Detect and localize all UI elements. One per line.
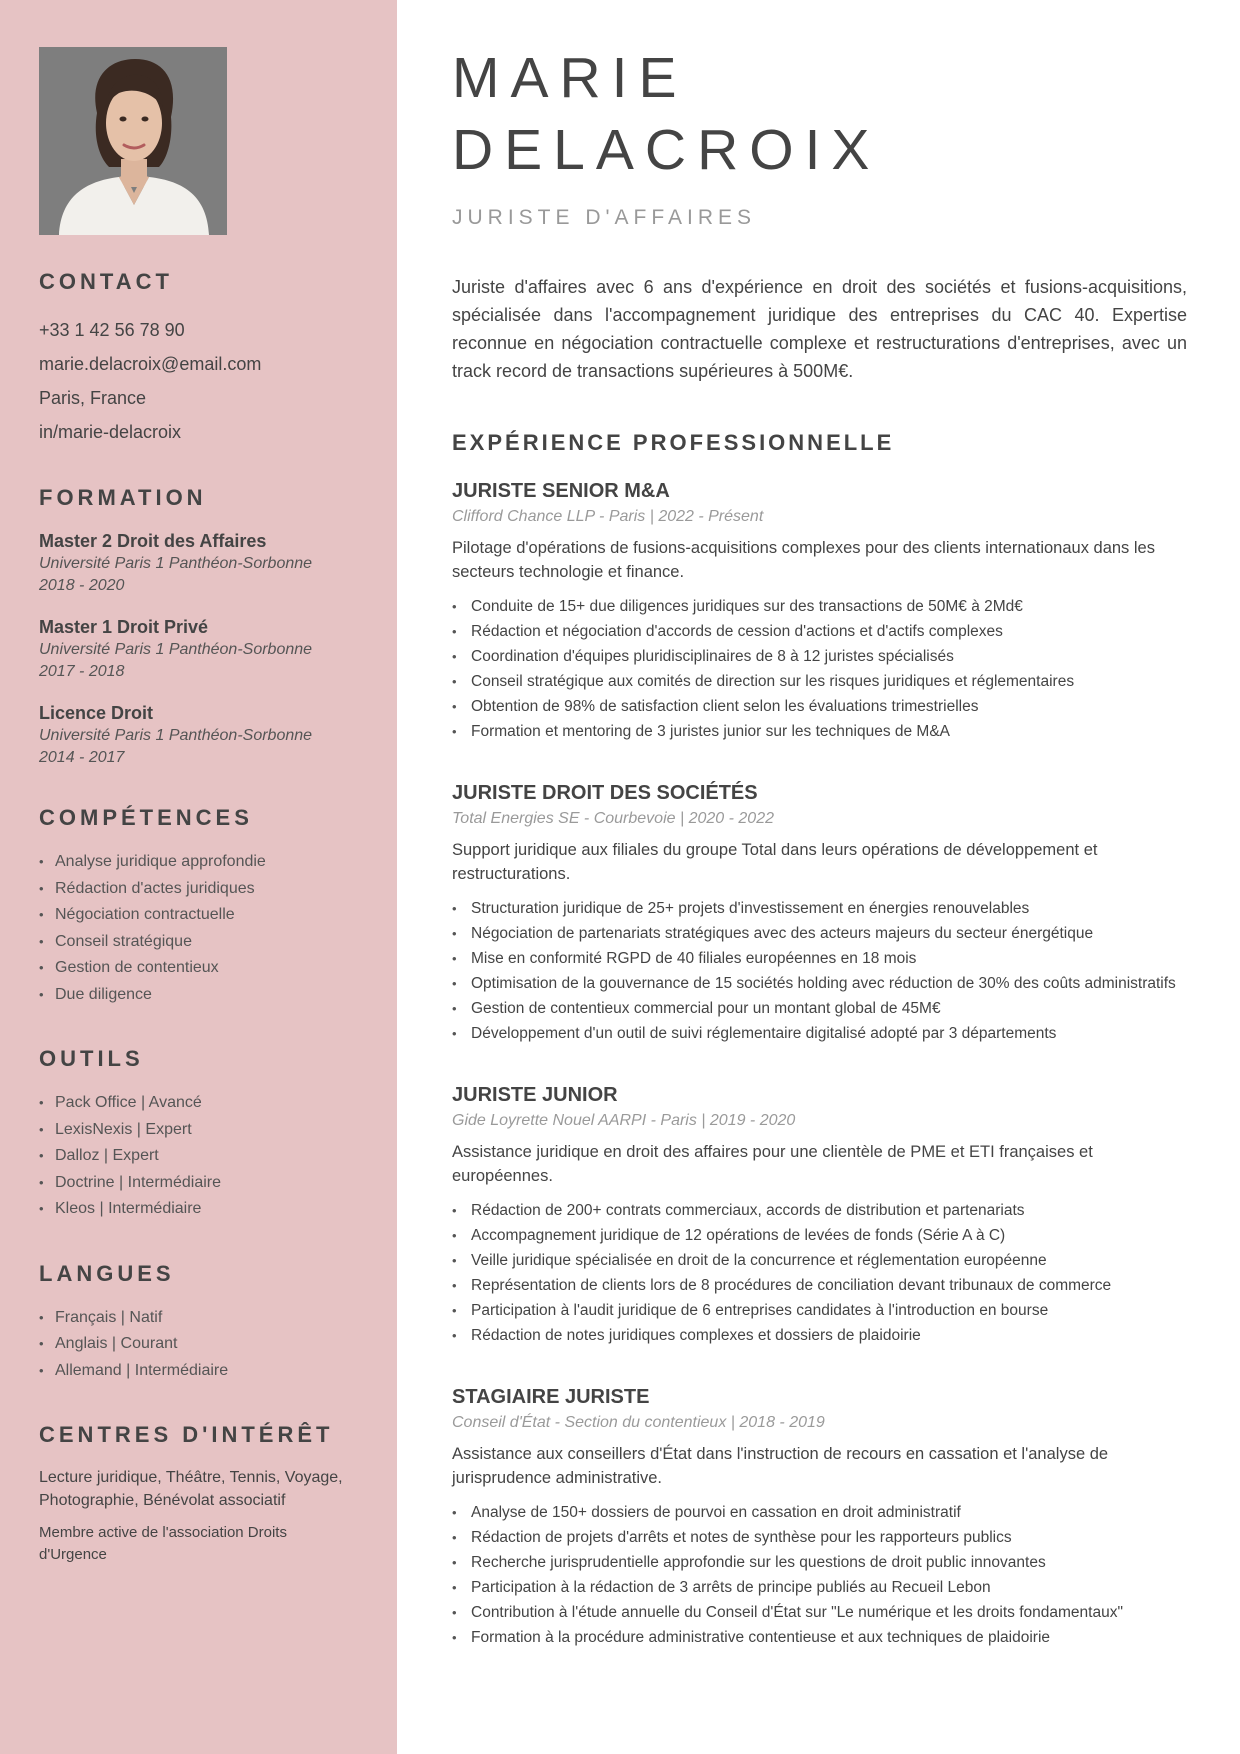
job-title: JURISTE DROIT DES SOCIÉTÉS — [452, 782, 758, 804]
sidebar — [0, 0, 397, 1754]
tools-list — [39, 1090, 358, 1223]
portrait-illustration — [39, 47, 227, 235]
achievement-item: • Rédaction de 200+ contrats commerciaux, accords de distribution et partenariats — [452, 1198, 1187, 1223]
job-company-dates: Gide Loyrette Nouel AARPI - Paris | 2019 - 2020 — [452, 1112, 796, 1129]
linkedin-link[interactable]: in/marie-delacroix — [39, 422, 182, 442]
education-heading: FORMATION — [39, 485, 207, 510]
job-entry — [452, 478, 1187, 744]
job-entry — [452, 780, 1187, 1046]
contact-heading: CONTACT — [39, 269, 173, 294]
achievement-item: • Rédaction de notes juridiques complexes et dossiers de plaidoirie — [452, 1323, 1187, 1348]
contact-section — [39, 269, 358, 449]
tools-section — [39, 1046, 358, 1223]
skill-item: • Conseil stratégique — [39, 929, 358, 956]
tool-item: • Kleos | Intermédiaire — [39, 1196, 358, 1223]
job-subtitle: JURISTE D'AFFAIRES — [452, 206, 757, 229]
achievement-item: • Conduite de 15+ due diligences juridiques sur des transactions de 50M€ à 2Md€ — [452, 594, 1187, 619]
job-company-dates: Clifford Chance LLP - Paris | 2022 - Présent — [452, 508, 764, 525]
achievement-item: • Gestion de contentieux commercial pour un montant global de 45M€ — [452, 996, 1187, 1021]
language-item: • Anglais | Courant — [39, 1331, 358, 1358]
phone-number[interactable]: +33 1 42 56 78 90 — [39, 320, 185, 340]
job-title: JURISTE SENIOR M&A — [452, 480, 670, 502]
tool-item: • LexisNexis | Expert — [39, 1117, 358, 1144]
skill-item: • Rédaction d'actes juridiques — [39, 876, 358, 903]
achievement-item: • Négociation de partenariats stratégiques avec des acteurs majeurs du secteur énergétique — [452, 921, 1187, 946]
profile-summary: Juriste d'affaires avec 6 ans d'expérience en droit des sociétés et fusions-acquisitions, spécialisée dans l'accompagnement juridique des entreprises du CAC 40. Expertise reconnue en négociation contractuelle complexe et restructurations d'entreprises, avec un track record de transactions supérieures à 500M€. — [452, 277, 1187, 381]
achievement-item: • Mise en conformité RGPD de 40 filiales européennes en 18 mois — [452, 946, 1187, 971]
degree-title: Master 2 Droit des Affaires — [39, 531, 267, 551]
tool-item: • Pack Office | Avancé — [39, 1090, 358, 1117]
job-entry — [452, 1384, 1187, 1650]
languages-section — [39, 1261, 358, 1385]
interests-text: Lecture juridique, Théâtre, Tennis, Voyage, Photographie, Bénévolat associatif — [39, 1469, 343, 1509]
achievement-item: • Participation à l'audit juridique de 6 entreprises candidates à l'introduction en bourse — [452, 1298, 1187, 1323]
achievement-item: • Participation à la rédaction de 3 arrêts de principe publiés au Recueil Lebon — [452, 1575, 1187, 1600]
achievement-item: • Développement d'un outil de suivi réglementaire digitalisé adopté par 3 départements — [452, 1021, 1187, 1046]
education-item — [39, 529, 358, 597]
achievement-item: • Formation et mentoring de 3 juristes junior sur les techniques de M&A — [452, 719, 1187, 744]
experience-heading: EXPÉRIENCE PROFESSIONNELLE — [452, 430, 895, 455]
skills-heading: COMPÉTENCES — [39, 805, 253, 830]
language-item: • Allemand | Intermédiaire — [39, 1358, 358, 1385]
education-section — [39, 485, 358, 769]
achievement-item: • Coordination d'équipes pluridisciplinaires de 8 à 12 juristes spécialisés — [452, 644, 1187, 669]
school-name: Université Paris 1 Panthéon-Sorbonne — [39, 641, 313, 658]
achievement-item: • Optimisation de la gouvernance de 15 sociétés holding avec réduction de 30% des coûts administratifs — [452, 971, 1187, 996]
languages-heading: LANGUES — [39, 1260, 175, 1286]
job-company-dates: Conseil d'État - Section du contentieux | 2018 - 2019 — [452, 1414, 825, 1431]
skill-item: • Due diligence — [39, 982, 358, 1009]
first-name: MARIE — [452, 46, 688, 110]
skill-item: • Négociation contractuelle — [39, 902, 358, 929]
profile-photo — [39, 47, 227, 235]
degree-years: 2017 - 2018 — [39, 663, 125, 680]
skill-item: • Analyse juridique approfondie — [39, 849, 358, 876]
school-name: Université Paris 1 Panthéon-Sorbonne — [39, 727, 313, 744]
job-entry — [452, 1082, 1187, 1348]
job-description: Support juridique aux filiales du groupe Total dans leurs opérations de développement et restructurations. — [452, 841, 1098, 883]
achievement-item: • Structuration juridique de 25+ projets d'investissement en énergies renouvelables — [452, 896, 1187, 921]
skills-section — [39, 805, 358, 1008]
achievement-item: • Formation à la procédure administrative contentieuse et aux techniques de plaidoirie — [452, 1625, 1187, 1650]
job-title: JURISTE JUNIOR — [452, 1084, 618, 1106]
education-item — [39, 615, 358, 683]
achievement-item: • Recherche jurisprudentielle approfondie sur les questions de droit public innovantes — [452, 1550, 1187, 1575]
experience-section — [452, 430, 1187, 1650]
tool-item: • Doctrine | Intermédiaire — [39, 1170, 358, 1197]
interests-heading: CENTRES D'INTÉRÊT — [39, 1422, 334, 1447]
school-name: Université Paris 1 Panthéon-Sorbonne — [39, 555, 313, 572]
achievement-item: • Rédaction de projets d'arrêts et notes de synthèse pour les rapporteurs publics — [452, 1525, 1187, 1550]
degree-years: 2018 - 2020 — [39, 577, 125, 594]
last-name: DELACROIX — [452, 118, 881, 182]
membership-text: Membre active de l'association Droits d'Urgence — [39, 1524, 287, 1563]
achievement-item: • Contribution à l'étude annuelle du Conseil d'État sur "Le numérique et les droits fondamentaux" — [452, 1600, 1187, 1625]
languages-list — [39, 1305, 358, 1385]
job-description: Pilotage d'opérations de fusions-acquisitions complexes pour des clients internationaux dans les secteurs technologie et finance. — [452, 539, 1155, 581]
achievement-item: • Veille juridique spécialisée en droit de la concurrence et réglementation européenne — [452, 1248, 1187, 1273]
job-description: Assistance juridique en droit des affaires pour une clientèle de PME et ETI françaises et européennes. — [452, 1143, 1093, 1185]
achievement-item: • Obtention de 98% de satisfaction client selon les évaluations trimestrielles — [452, 694, 1187, 719]
job-achievements — [452, 594, 1187, 744]
skills-list — [39, 849, 358, 1008]
achievement-item: • Accompagnement juridique de 12 opérations de levées de fonds (Série A à C) — [452, 1223, 1187, 1248]
job-company-dates: Total Energies SE - Courbevoie | 2020 - 2022 — [452, 810, 774, 827]
achievement-item: • Représentation de clients lors de 8 procédures de conciliation devant tribunaux de commerce — [452, 1273, 1187, 1298]
achievement-item: • Rédaction et négociation d'accords de cession d'actions et d'actifs complexes — [452, 619, 1187, 644]
interests-section — [39, 1422, 358, 1566]
resume-header — [452, 42, 1187, 230]
language-item: • Français | Natif — [39, 1305, 358, 1332]
degree-title: Master 1 Droit Privé — [39, 617, 209, 637]
job-achievements — [452, 896, 1187, 1046]
job-description: Assistance aux conseillers d'État dans l'instruction de recours en cassation et l'analyse de jurisprudence administrative. — [452, 1445, 1109, 1487]
location: Paris, France — [39, 388, 147, 408]
degree-title: Licence Droit — [39, 703, 154, 723]
education-item — [39, 701, 358, 769]
degree-years: 2014 - 2017 — [39, 749, 125, 766]
achievement-item: • Conseil stratégique aux comités de direction sur les risques juridiques et réglementaires — [452, 669, 1187, 694]
tools-heading: OUTILS — [39, 1046, 144, 1071]
main-content — [452, 0, 1187, 1686]
job-achievements — [452, 1198, 1187, 1348]
achievement-item: • Analyse de 150+ dossiers de pourvoi en cassation en droit administratif — [452, 1500, 1187, 1525]
job-achievements — [452, 1500, 1187, 1650]
tool-item: • Dalloz | Expert — [39, 1143, 358, 1170]
skill-item: • Gestion de contentieux — [39, 955, 358, 982]
job-title: STAGIAIRE JURISTE — [452, 1386, 650, 1408]
email-address[interactable]: marie.delacroix@email.com — [39, 354, 262, 374]
